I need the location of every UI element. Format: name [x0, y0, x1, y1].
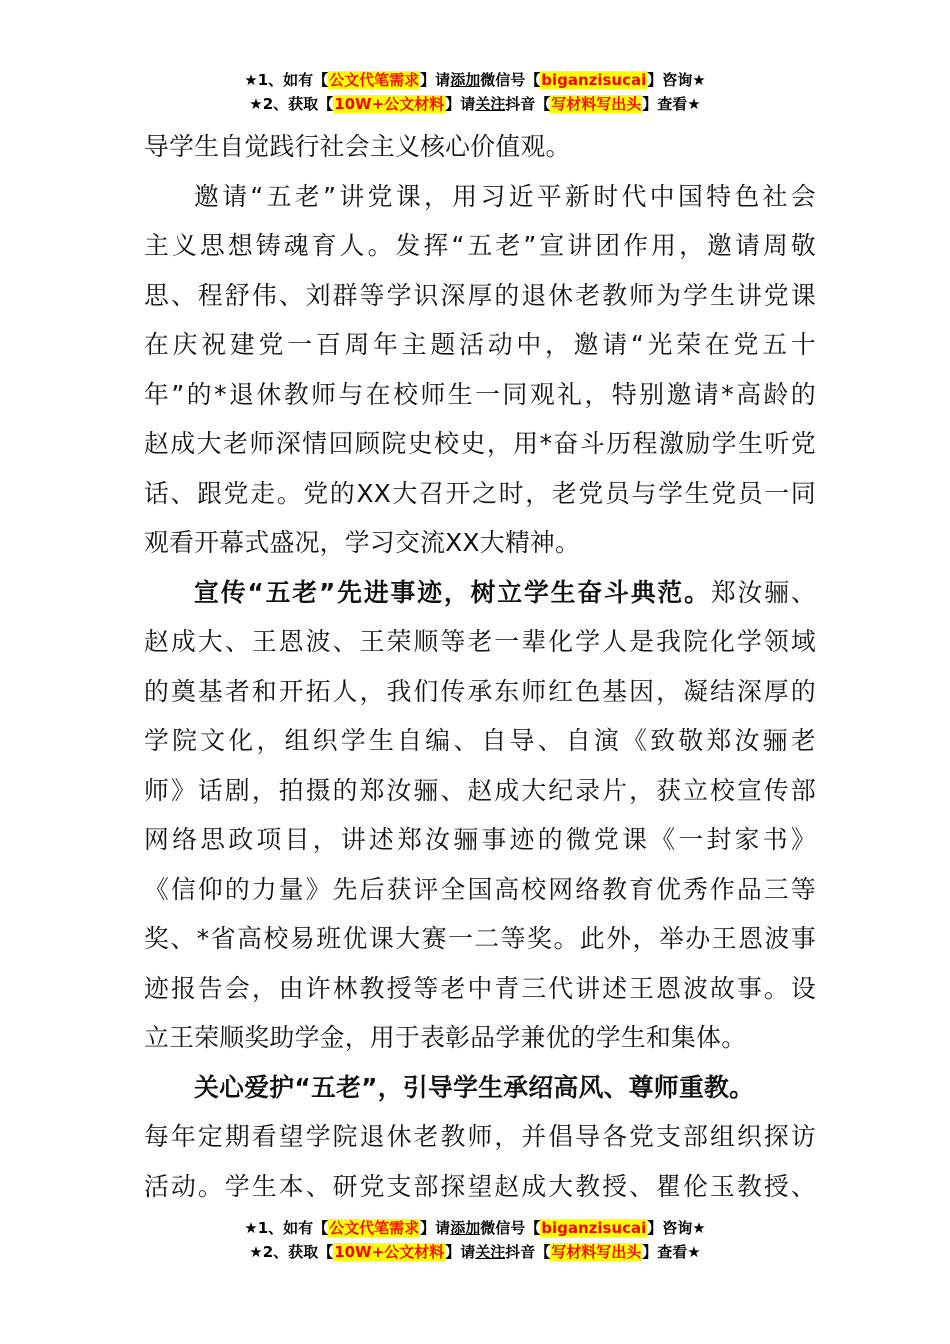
- text-line: 赵成大老师深情回顾院史校史，用*奋斗历程激励学生听党: [144, 429, 816, 458]
- text-line: 每年定期看望学院退休老教师，并倡导各党支部组织探访: [144, 1122, 816, 1151]
- highlight-service: 公文代笔需求: [329, 1219, 420, 1237]
- section-heading-line: [144, 1063, 816, 1113]
- document-body: [144, 122, 816, 1211]
- section-heading: 关心爱护“五老”，引导学生承绍高风、尊师重教。: [194, 1072, 755, 1102]
- banner-line-1: ★1、如有【公文代笔需求】请添加微信号【biganzisucai】咨询★: [244, 71, 706, 89]
- highlight-materials: 10W+公文材料: [334, 1243, 445, 1261]
- banner-line-1: ★1、如有【公文代笔需求】请添加微信号【biganzisucai】咨询★: [244, 1219, 706, 1237]
- highlight-wechat-id: biganzisucai: [541, 1219, 647, 1237]
- text-line: 学院文化，组织学生自编、自导、自演《致敬郑汝骊老: [144, 726, 816, 755]
- text-line: 观看开幕式盛况，学习交流XX大精神。: [144, 528, 581, 557]
- highlight-wechat-id: biganzisucai: [541, 71, 647, 89]
- text-line: 思、程舒伟、刘群等学识深厚的退休老教师为学生讲党课: [144, 280, 816, 310]
- top-banner: [0, 68, 950, 116]
- text-line: 的奠基者和开拓人，我们传承东师红色基因，凝结深厚的: [144, 676, 816, 706]
- text-line: 导学生自觉践行社会主义核心价值观。: [144, 132, 571, 161]
- highlight-service: 公文代笔需求: [329, 71, 420, 89]
- text-line: 立王荣顺奖助学金，用于表彰品学兼优的学生和集体。: [144, 1023, 747, 1052]
- text-line: 话、跟党走。党的XX大召开之时，老党员与学生党员一同: [144, 478, 816, 508]
- section-heading-line: 宣传“五老”先进事迹，树立学生奋斗典范。郑汝骊、: [194, 577, 816, 607]
- text-line: 赵成大、王恩波、王荣顺等老一辈化学人是我院化学领域: [144, 627, 816, 656]
- section-heading: 宣传“五老”先进事迹，树立学生奋斗典范。: [194, 577, 711, 607]
- highlight-douyin-account: 写材料写出头: [551, 1243, 642, 1261]
- highlight-materials: 10W+公文材料: [334, 95, 445, 113]
- banner-line-2: ★2、获取【10W+公文材料】请关注抖音【写材料写出头】查看★: [249, 95, 701, 113]
- text-line: 奖、*省高校易班优课大赛一二等奖。此外，举办王恩波事: [144, 924, 816, 953]
- text-line: 《信仰的力量》先后获评全国高校网络教育优秀作品三等: [144, 874, 816, 904]
- text-line: 网络思政项目，讲述郑汝骊事迹的微党课《一封家书》: [144, 825, 816, 854]
- text-line: 活动。学生本、研党支部探望赵成大教授、瞿伦玉教授、: [144, 1171, 816, 1201]
- text-line: 在庆祝建党一百周年主题活动中，邀请“光荣在党五十: [144, 330, 816, 359]
- text-line: 年”的*退休教师与在校师生一同观礼，特别邀请*高龄的: [144, 379, 816, 409]
- highlight-douyin-account: 写材料写出头: [551, 95, 642, 113]
- text-line: 迹报告会，由许林教授等老中青三代讲述王恩波故事。设: [144, 973, 816, 1003]
- bottom-banner: [0, 1216, 950, 1264]
- text-line: 师》话剧，拍摄的郑汝骊、赵成大纪录片，获立校宣传部: [144, 775, 816, 805]
- banner-line-2: ★2、获取【10W+公文材料】请关注抖音【写材料写出头】查看★: [249, 1243, 701, 1261]
- text-line: 邀请“五老”讲党课，用习近平新时代中国特色社会: [194, 181, 816, 211]
- text-line: 主义思想铸魂育人。发挥“五老”宣讲团作用，邀请周敬: [144, 231, 816, 260]
